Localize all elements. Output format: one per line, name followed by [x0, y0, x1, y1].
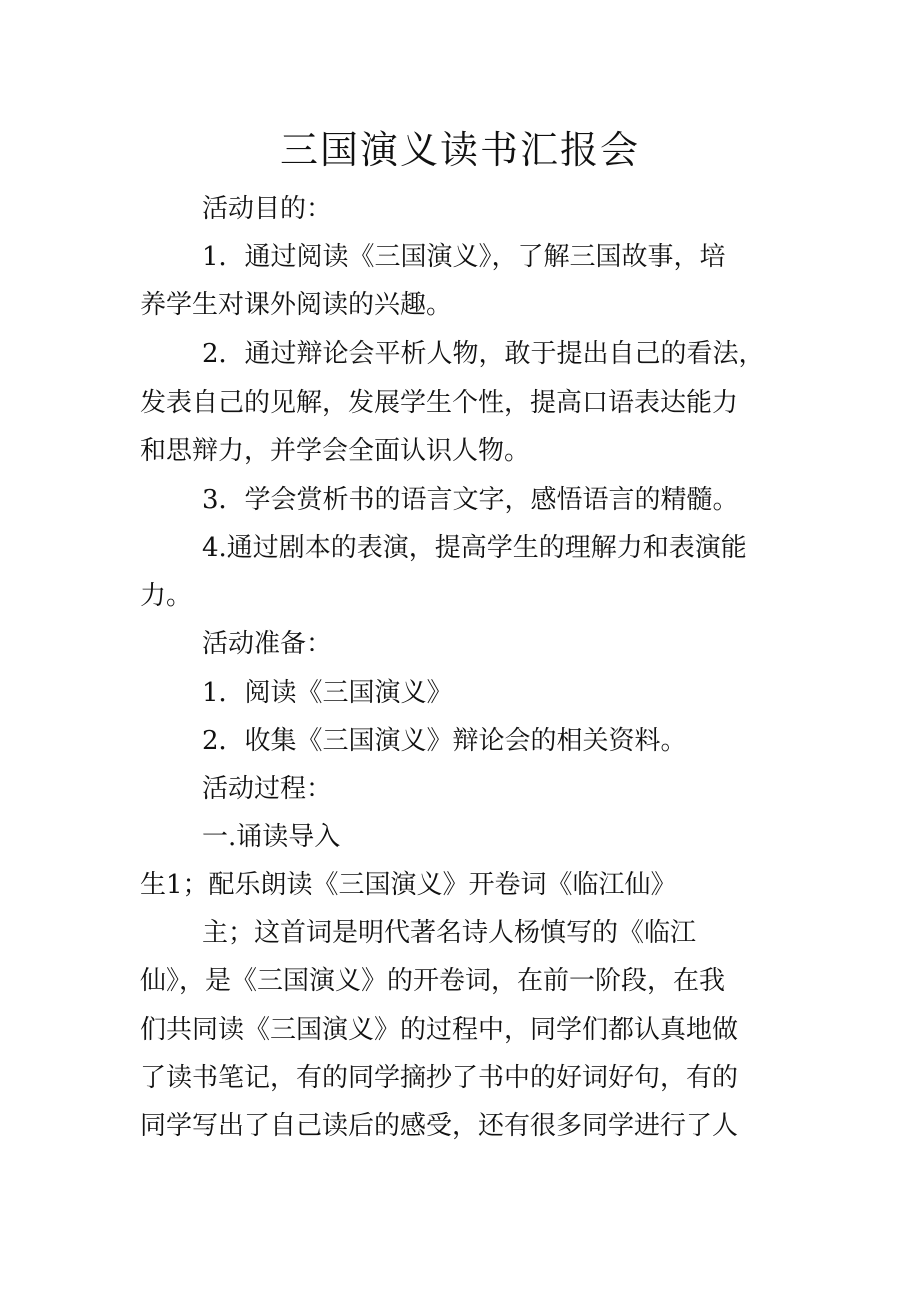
- paragraph-line: 2．通过辩论会平析人物，敢于提出自己的看法，: [202, 339, 765, 369]
- paragraph-line: 4.通过剧本的表演，提高学生的理解力和表演能: [202, 533, 747, 563]
- paragraph-line: 同学写出了自己读后的感受，还有很多同学进行了人: [140, 1111, 739, 1141]
- section-heading-purpose: 活动目的：: [202, 194, 333, 224]
- paragraph-line: 养学生对课外阅读的兴趣。: [140, 290, 453, 320]
- paragraph-line: 了读书笔记，有的同学摘抄了书中的好词好句，有的: [140, 1063, 739, 1093]
- section-heading-process: 活动过程：: [202, 774, 333, 804]
- paragraph-line: 发表自己的见解，发展学生个性，提高口语表达能力: [140, 388, 739, 418]
- paragraph-line: 1．通过阅读《三国演义》，了解三国故事，培: [202, 242, 726, 272]
- paragraph-line: 力。: [140, 581, 193, 611]
- subsection-heading: 一.诵读导入: [202, 822, 341, 852]
- paragraph-line: 们共同读《三国演义》的过程中，同学们都认真地做: [140, 1015, 739, 1045]
- paragraph-line: 2．收集《三国演义》辩论会的相关资料。: [202, 726, 687, 756]
- paragraph-line: 3．学会赏析书的语言文字，感悟语言的精髓。: [202, 485, 739, 515]
- paragraph-line: 生1；配乐朗读《三国演义》开卷词《临江仙》: [140, 870, 677, 900]
- paragraph-line: 主；这首词是明代著名诗人杨慎写的《临江: [202, 918, 697, 948]
- paragraph-line: 仙》，是《三国演义》的开卷词，在前一阶段，在我: [140, 966, 726, 996]
- document-title: 三国演义读书汇报会: [279, 128, 640, 172]
- section-heading-preparation: 活动准备：: [202, 629, 333, 659]
- paragraph-line: 1．阅读《三国演义》: [202, 678, 453, 708]
- paragraph-line: 和思辩力，并学会全面认识人物。: [140, 436, 531, 466]
